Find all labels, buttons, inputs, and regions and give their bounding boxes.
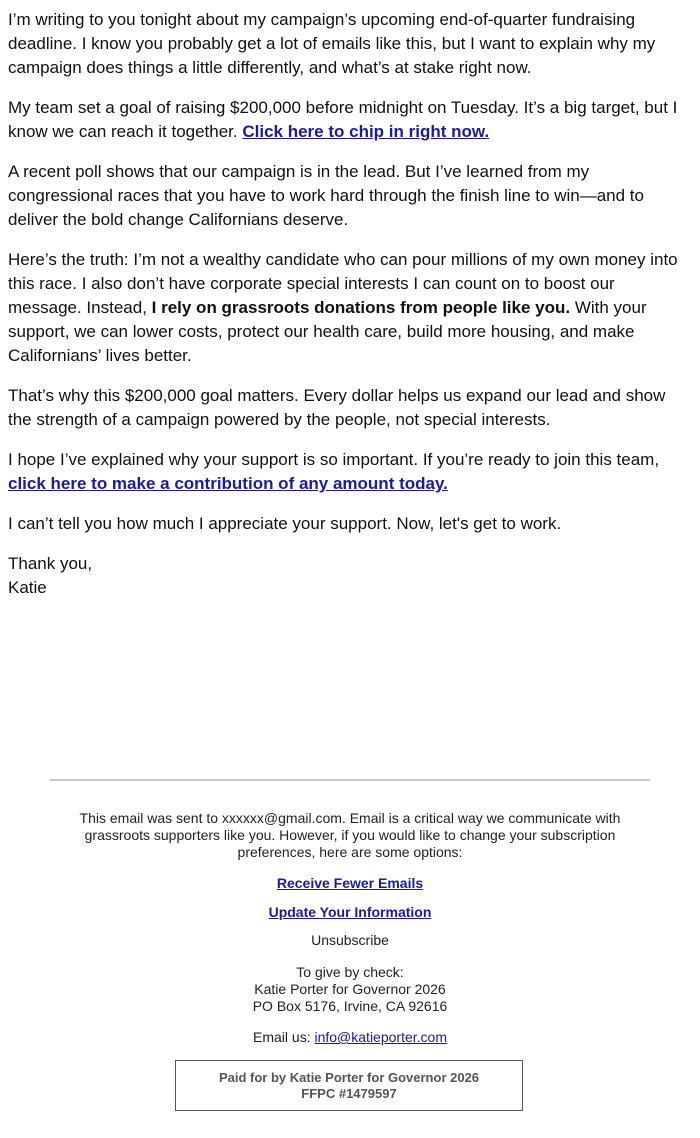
paragraph-truth [8, 248, 682, 368]
contact-email-link[interactable]: info@katieporter.com [314, 1029, 447, 1045]
unsubscribe-link[interactable]: Unsubscribe [311, 932, 389, 948]
contribute-link[interactable]: click here to make a contribution of any amount today. [8, 474, 448, 493]
update-information-link[interactable]: Update Your Information [268, 904, 432, 920]
closing-line: Thank you, [8, 554, 93, 573]
email-us-line [50, 1029, 650, 1046]
sign-off [8, 552, 682, 600]
paragraph-intro: I’m writing to you tonight about my campaign’s upcoming end-of-quarter fundraising deadline. I know you probably get a lot of emails like this, but I want to explain why my campaign does things a little differently, and what’s at stake right now. [8, 10, 656, 77]
email-footer [50, 810, 650, 1046]
chip-in-link[interactable]: Click here to chip in right now. [242, 122, 490, 141]
paragraph-appreciation: I can’t tell you how much I appreciate your support. Now, let's get to work. [8, 514, 562, 533]
paid-for-disclaimer [175, 1060, 523, 1111]
paragraph-goal [8, 96, 682, 144]
paragraph-poll: A recent poll shows that our campaign is in the lead. But I’ve learned from my congressional races that you have to work hard through the finish line to win—and to deliver the bold change Californians deserve. [8, 162, 644, 229]
email-us-label: Email us: [253, 1029, 315, 1045]
join-text: I hope I’ve explained why your support is so important. If you’re ready to join this team, [8, 450, 660, 469]
footer-divider [50, 779, 650, 781]
receive-fewer-emails-link[interactable]: Receive Fewer Emails [276, 875, 424, 891]
grassroots-emphasis: I rely on grassroots donations from people like you. [151, 298, 571, 317]
check-payee: Katie Porter for Governor 2026 [254, 981, 446, 997]
ffpc-number: FFPC #1479597 [301, 1086, 397, 1101]
paid-for-line: Paid for by Katie Porter for Governor 2026 [218, 1070, 480, 1085]
paragraph-join [8, 448, 682, 496]
truth-tail: With your support, we can lower costs, protect our health care, build more housing, and make Californians’ lives better. [8, 298, 647, 365]
subscription-notice: This email was sent to xxxxxx@gmail.com. Email is a critical way we communicate with grassroots supporters like you. However, if you would like to change your subscription preferences, here are some options: [79, 810, 621, 860]
email-body [8, 8, 682, 616]
signature: Katie [8, 578, 47, 597]
paragraph-goal-matters: That’s why this $200,000 goal matters. Every dollar helps us expand our lead and show the strength of a campaign powered by the people, not special interests. [8, 386, 666, 429]
check-intro: To give by check: [296, 964, 404, 980]
goal-text: My team set a goal of raising $200,000 before midnight on Tuesday. It’s a big target, but I know we can reach it together. [8, 98, 678, 141]
truth-text: Here’s the truth: I’m not a wealthy candidate who can pour millions of my own money into this race. I also don’t have corporate special interests I can count on to boost our message. Instead, [8, 250, 678, 317]
check-address: PO Box 5176, Irvine, CA 92616 [252, 998, 448, 1014]
